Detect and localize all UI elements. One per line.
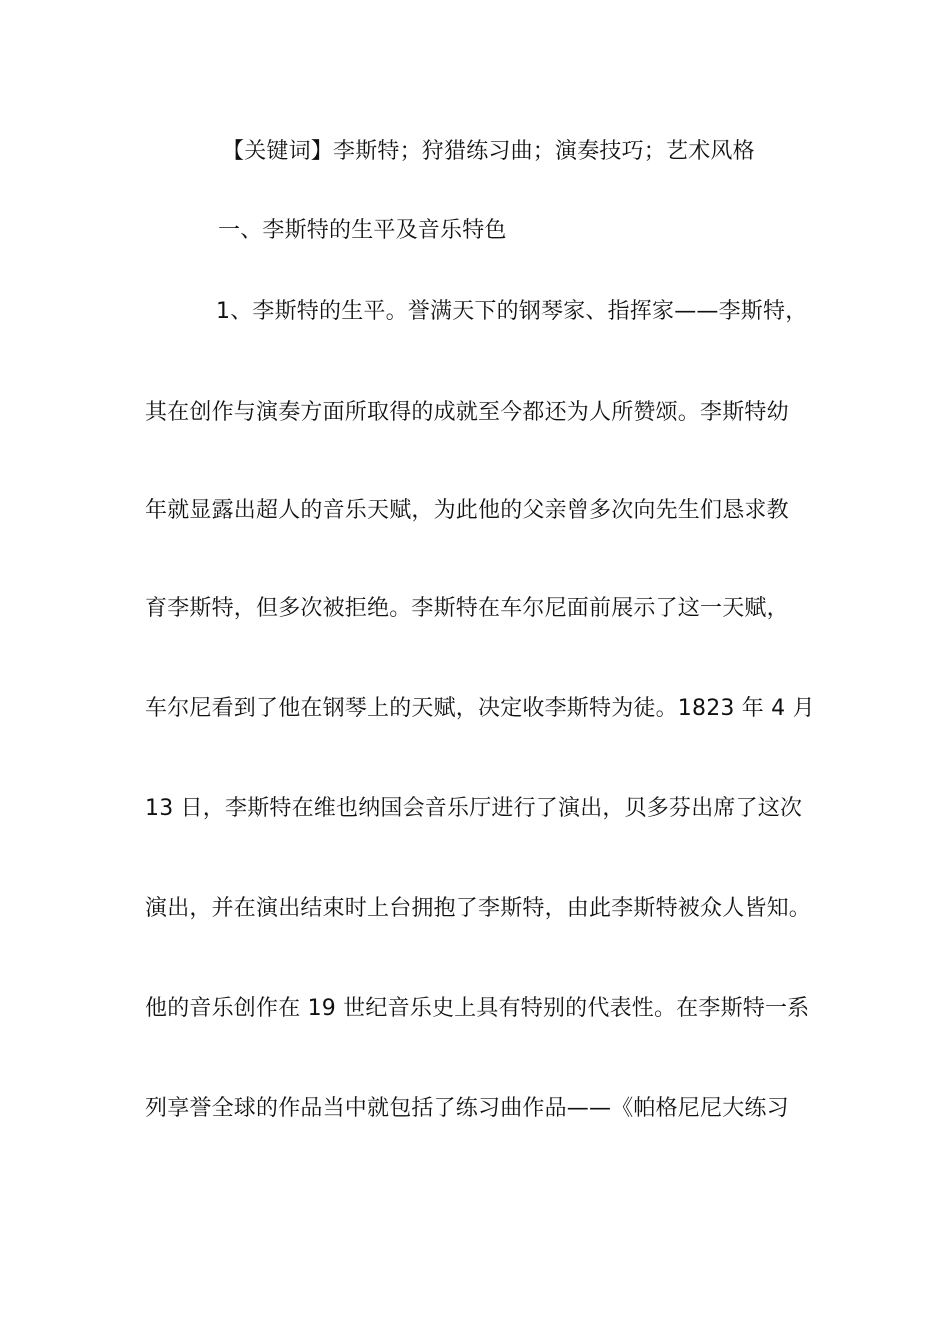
section-heading: 一、李斯特的生平及音乐特色 [218, 218, 507, 243]
paragraph-line: 13 日，李斯特在维也纳国会音乐厅进行了演出，贝多芬出席了这次 [145, 796, 803, 821]
paragraph-line: 1、李斯特的生平。誉满天下的钢琴家、指挥家——李斯特， [216, 299, 808, 324]
paragraph-line: 其在创作与演奏方面所取得的成就至今都还为人所赞颂。李斯特幼 [145, 400, 789, 425]
paragraph-line: 车尔尼看到了他在钢琴上的天赋，决定收李斯特为徒。1823 年 4 月 [145, 696, 815, 721]
paragraph-line: 他的音乐创作在 19 世纪音乐史上具有特别的代表性。在李斯特一系 [145, 996, 810, 1021]
paragraph-line: 育李斯特，但多次被拒绝。李斯特在车尔尼面前展示了这一天赋， [145, 596, 789, 621]
keywords-line: 【关键词】李斯特；狩猎练习曲；演奏技巧；艺术风格 [222, 139, 755, 164]
paragraph-line: 年就显露出超人的音乐天赋，为此他的父亲曾多次向先生们恳求教 [145, 498, 789, 523]
paragraph-line: 列享誉全球的作品当中就包括了练习曲作品——《帕格尼尼大练习 [145, 1096, 789, 1121]
paragraph-line: 演出，并在演出结束时上台拥抱了李斯特，由此李斯特被众人皆知。 [145, 896, 812, 921]
